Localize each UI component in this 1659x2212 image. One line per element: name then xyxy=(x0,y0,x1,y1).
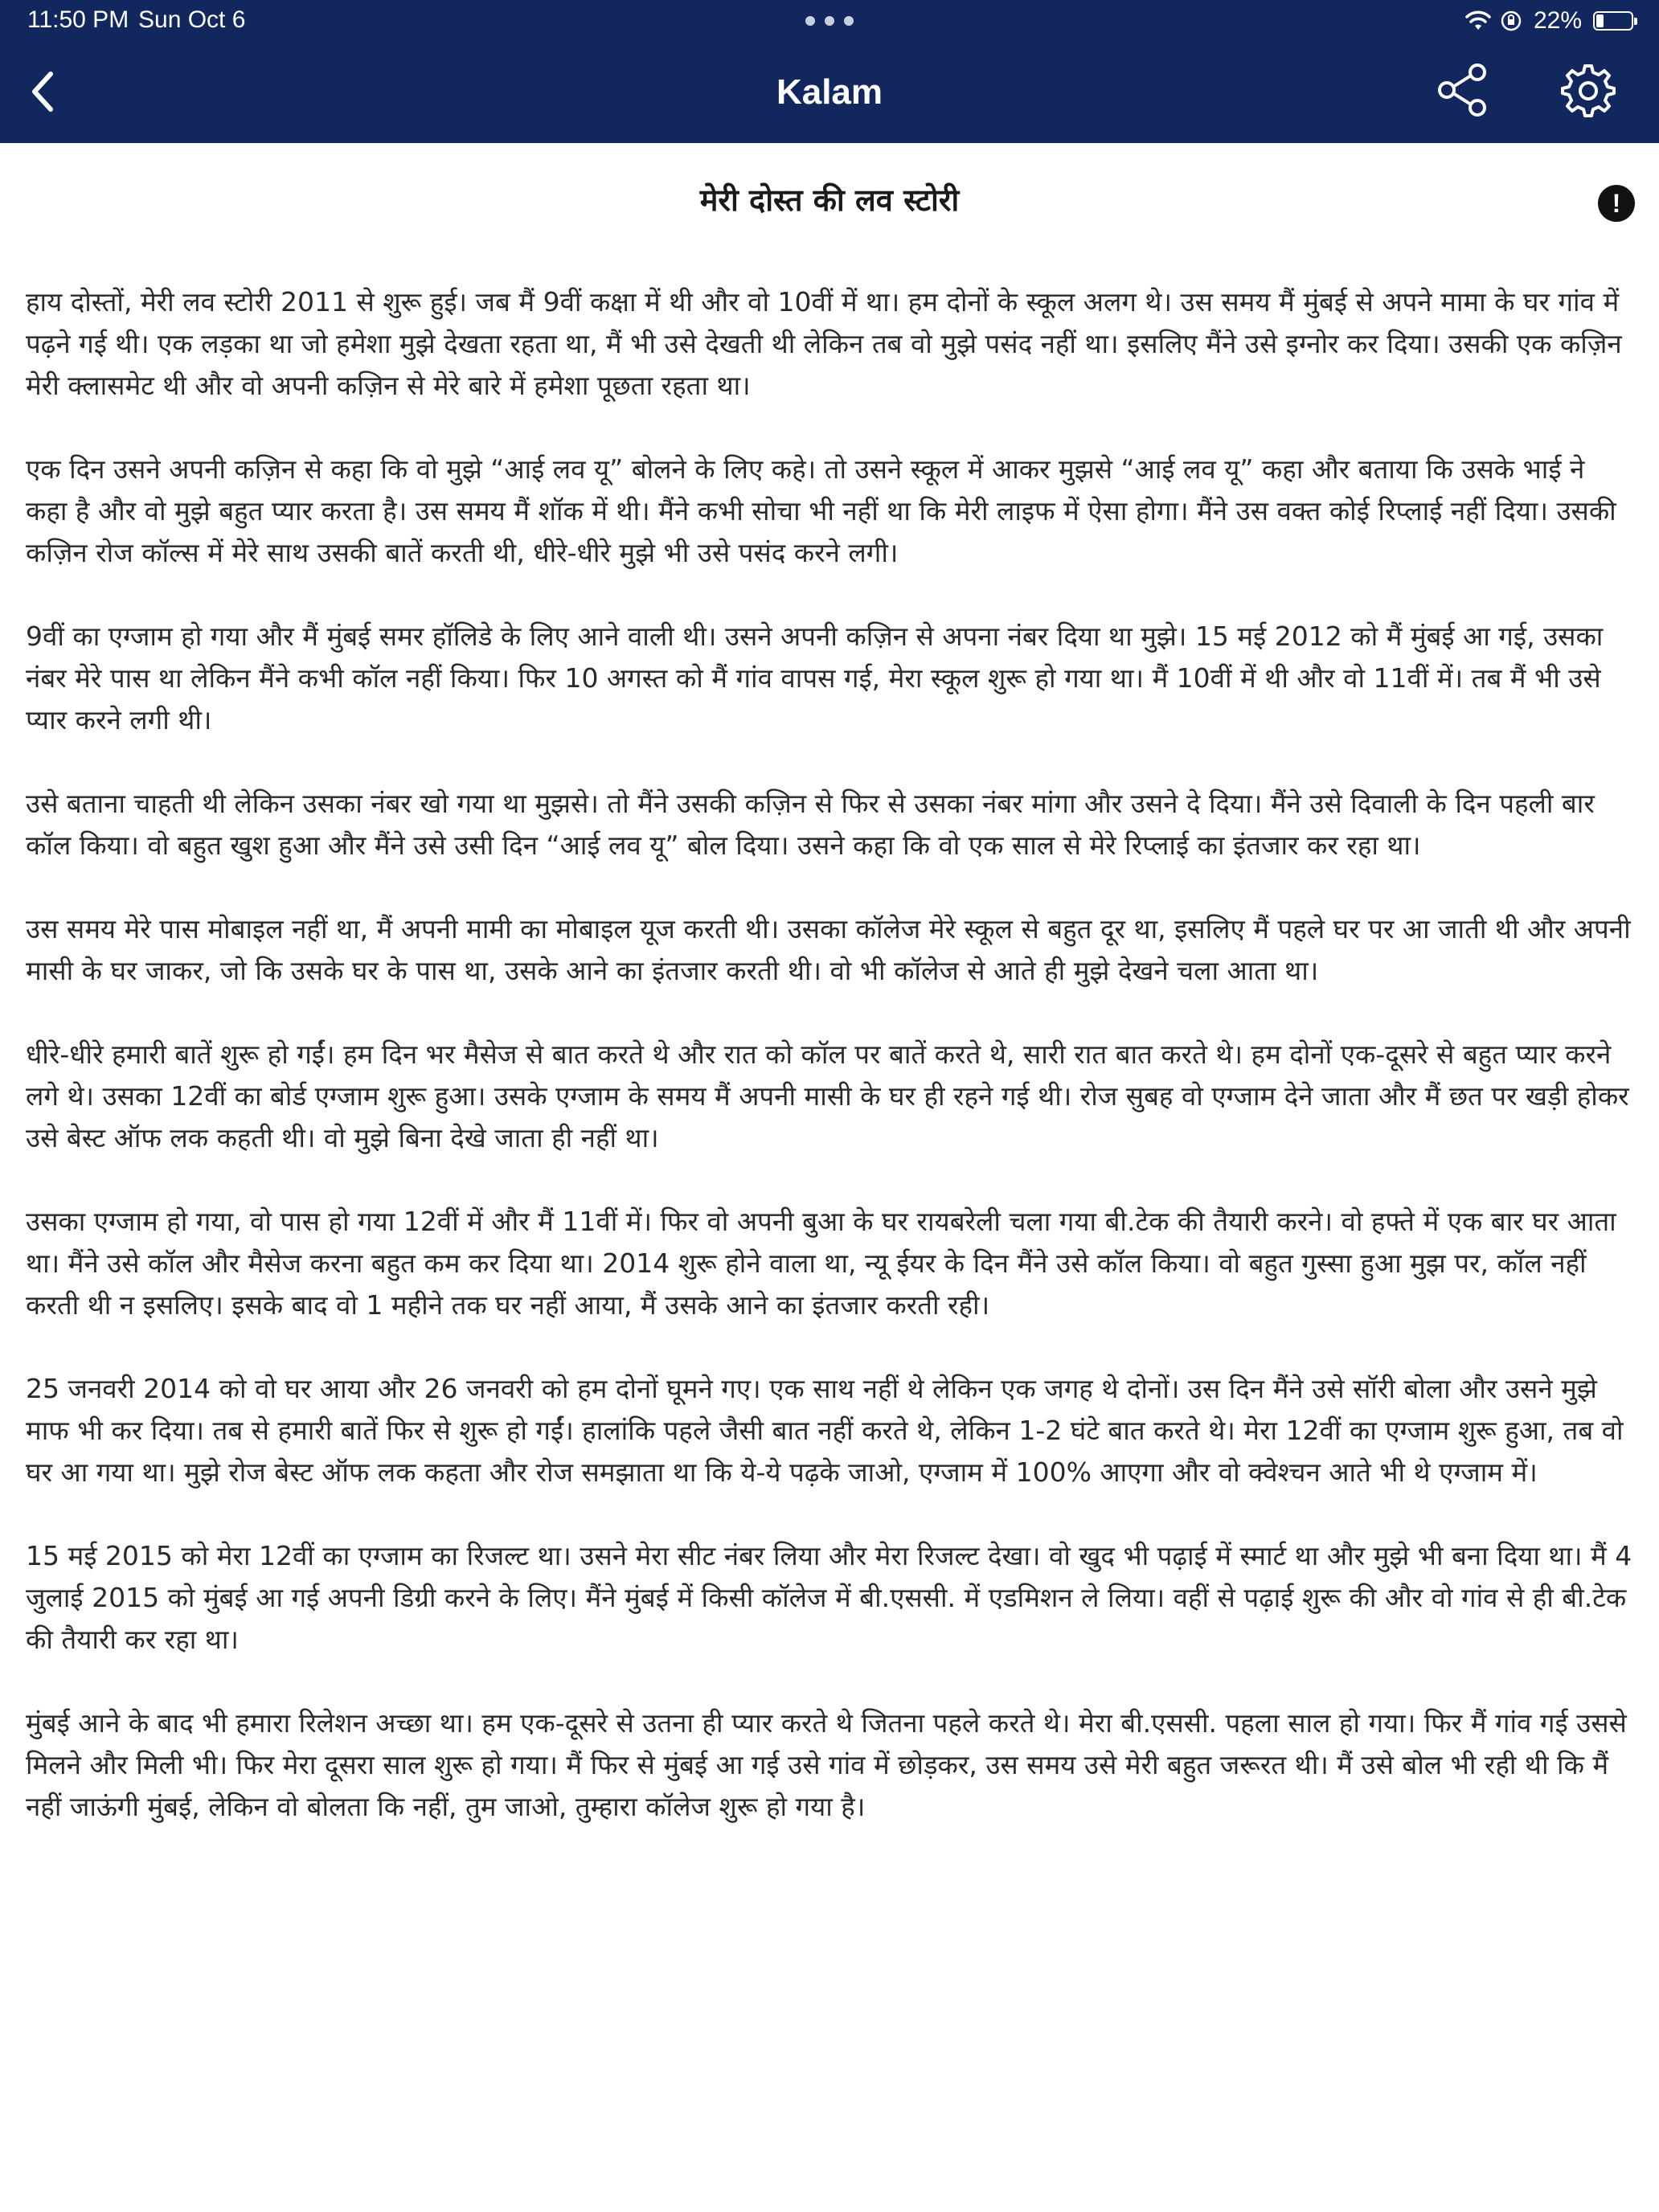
story-body xyxy=(26,281,1633,2212)
story-paragraph: उस समय मेरे पास मोबाइल नहीं था, मैं अपनी मामी का मोबाइल यूज करती थी। उसका कॉलेज मेरे स्कूल से बहुत दूर था, इसलिए मैं पहले घर पर आ जाती थी और अपनी मासी के घर जाकर, जो कि उसके घर के पास था, उसके आने का इंतजार करती थी। वो भी कॉलेज से आते ही मुझे देखने चला आता था। xyxy=(26,913,1631,986)
story-paragraph: उसे बताना चाहती थी लेकिन उसका नंबर खो गया था मुझसे। तो मैंने उसकी कज़िन से फिर से उसका नंबर मांगा और उसने दे दिया। मैंने उसे दिवाली के दिन पहली बार कॉल किया। वो बहुत खुश हुआ और मैंने उसे उसी दिन “आई लव यू” बोल दिया। उसने कहा कि वो एक साल से मेरे रिप्लाई का इंतजार कर रहा था। xyxy=(26,788,1595,861)
story-paragraph: मुंबई आने के बाद भी हमारा रिलेशन अच्छा था। हम एक-दूसरे से उतना ही प्यार करते थे जितना पहले करते थे। मेरा बी.एससी. पहला साल हो गया। फिर मैं गांव गई उससे मिलने और मिली भी। फिर मेरा दूसरा साल शुरू हो गया। मैं फिर से मुंबई आ गई उसे गांव में छोड़कर, उस समय उसे मेरी बहुत जरूरत थी। मैं उसे बोल भी रही थी कि मैं नहीं जाऊंगी मुंबई, लेकिन वो बोलता कि नहीं, तुम जाओ, तुम्हारा कॉलेज शुरू हो गया है। xyxy=(26,1707,1627,1822)
gear-icon xyxy=(1559,61,1617,119)
wifi-icon xyxy=(1464,10,1492,31)
story-paragraph: एक दिन उसने अपनी कज़िन से कहा कि वो मुझे “आई लव यू” बोलने के लिए कहे। तो उसने स्कूल में आकर मुझसे “आई लव यू” कहा और बताया कि उसके भाई ने कहा है और वो मुझे बहुत प्यार करता है। उस समय मैं शॉक में थी। मैंने कभी सोचा भी नहीं था कि मेरी लाइफ में ऐसा होगा। मैंने उस वक्त कोई रिप्लाई नहीं दिया। उसकी कज़िन रोज कॉल्स में मेरे साथ उसकी बातें करती थी, धीरे-धीरे मुझे भी उसे पसंद करने लगी। xyxy=(26,453,1616,568)
app-title: Kalam xyxy=(776,72,883,112)
share-button[interactable] xyxy=(1431,58,1495,122)
chevron-left-icon xyxy=(27,69,59,114)
status-bar xyxy=(0,0,1659,42)
back-button[interactable] xyxy=(14,61,71,122)
app-header xyxy=(0,0,1659,143)
multitasking-dots-icon[interactable] xyxy=(805,16,854,26)
story-paragraph: हाय दोस्तों, मेरी लव स्टोरी 2011 से शुरू हुई। जब मैं 9वीं कक्षा में थी और वो 10वीं में था। हम दोनों के स्कूल अलग थे। उस समय मैं मुंबई से अपने मामा के घर गांव में पढ़ने गई थी। एक लड़का था जो हमेशा मुझे देखता रहता था, मैं भी उसे देखती थी लेकिन तब वो मुझे पसंद नहीं था। इसलिए मैंने उसे इग्नोर कर दिया। उसकी एक कज़िन मेरी क्लासमेट थी और वो अपनी कज़िन से मेरे बारे में हमेशा पूछता रहता था। xyxy=(26,286,1622,401)
share-icon xyxy=(1434,61,1492,119)
battery-icon xyxy=(1593,11,1633,31)
story-title: मेरी दोस्त की लव स्टोरी xyxy=(699,182,960,218)
report-button[interactable]: ! xyxy=(1598,185,1635,222)
story-paragraph: धीरे-धीरे हमारी बातें शुरू हो गईं। हम दिन भर मैसेज से बात करते थे और रात को कॉल पर बातें करते थे, सारी रात बात करते थे। हम दोनों एक-दूसरे से बहुत प्यार करने लगे थे। उसका 12वीं का बोर्ड एग्जाम शुरू हुआ। उसके एग्जाम के समय मैं अपनी मासी के घर ही रहने गई थी। रोज सुबह वो एग्जाम देने जाता और मैं छत पर खड़ी होकर उसे बेस्ट ऑफ लक कहती थी। वो मुझे बिना देखे जाता ही नहीं था। xyxy=(26,1038,1629,1153)
status-right-group xyxy=(1464,5,1633,37)
battery-level-fill xyxy=(1596,14,1604,27)
story-paragraph: 9वीं का एग्जाम हो गया और मैं मुंबई समर हॉलिडे के लिए आने वाली थी। उसने अपनी कज़िन से अपना नंबर दिया था मुझे। 15 मई 2012 को मैं मुंबई आ गई, उसका नंबर मेरे पास था लेकिन मैंने कभी कॉल नहीं किया। फिर 10 अगस्त को मैं गांव वापस गई, मेरा स्कूल शुरू हो गया था। मैं 10वीं में थी और वो 11वीं में। तब मैं भी उसे प्यार करने लगी थी। xyxy=(26,621,1604,735)
navigation-bar xyxy=(0,42,1659,143)
battery-percentage: 22% xyxy=(1533,7,1582,34)
story-paragraph: उसका एग्जाम हो गया, वो पास हो गया 12वीं में और मैं 11वीं में। फिर वो अपनी बुआ के घर रायबरेली चला गया बी.टेक की तैयारी करने। वो हफ्ते में एक बार घर आता था। मैंने उसे कॉल और मैसेज करना बहुत कम कर दिया था। 2014 शुरू होने वाला था, न्यू ईयर के दिन मैंने उसे कॉल किया। वो बहुत गुस्सा हुआ मुझ पर, कॉल नहीं करती थी न इसलिए। इसके बाद वो 1 महीने तक घर नहीं आया, मैं उसके आने का इंतजार करती रही। xyxy=(26,1206,1616,1321)
screen-rotation-lock-icon xyxy=(1500,10,1522,32)
status-date: Sun Oct 6 xyxy=(138,6,246,33)
story-paragraph: 15 मई 2015 को मेरा 12वीं का एग्जाम का रिजल्ट था। उसने मेरा सीट नंबर लिया और मेरा रिजल्ट देखा। वो खुद भी पढ़ाई में स्मार्ट था और मुझे भी बना दिया था। मैं 4 जुलाई 2015 को मुंबई आ गई अपनी डिग्री करने के लिए। मैंने मुंबई में किसी कॉलेज में बी.एससी. में एडमिशन ले लिया। वहीं से पढ़ाई शुरू की और वो गांव से ही बी.टेक की तैयारी कर रहा था। xyxy=(26,1540,1632,1655)
story-paragraph: 25 जनवरी 2014 को वो घर आया और 26 जनवरी को हम दोनों घूमने गए। एक साथ नहीं थे लेकिन एक जगह थे दोनों। उस दिन मैंने उसे सॉरी बोला और उसने मुझे माफ भी कर दिया। तब से हमारी बातें फिर से शुरू हो गईं। हालांकि पहले जैसी बात नहीं करते थे, लेकिन 1-2 घंटे बात करते थे। मेरा 12वीं का एग्जाम शुरू हुआ, तब वो घर आ गया था। मुझे रोज बेस्ट ऑफ लक कहता और रोज समझाता था कि ये-ये पढ़के जाओ, एग्जाम में 100% आएगा और वो क्वेश्चन आते भी थे एग्जाम में। xyxy=(26,1373,1624,1488)
settings-button[interactable] xyxy=(1556,58,1620,122)
status-time: 11:50 PM xyxy=(27,6,129,33)
